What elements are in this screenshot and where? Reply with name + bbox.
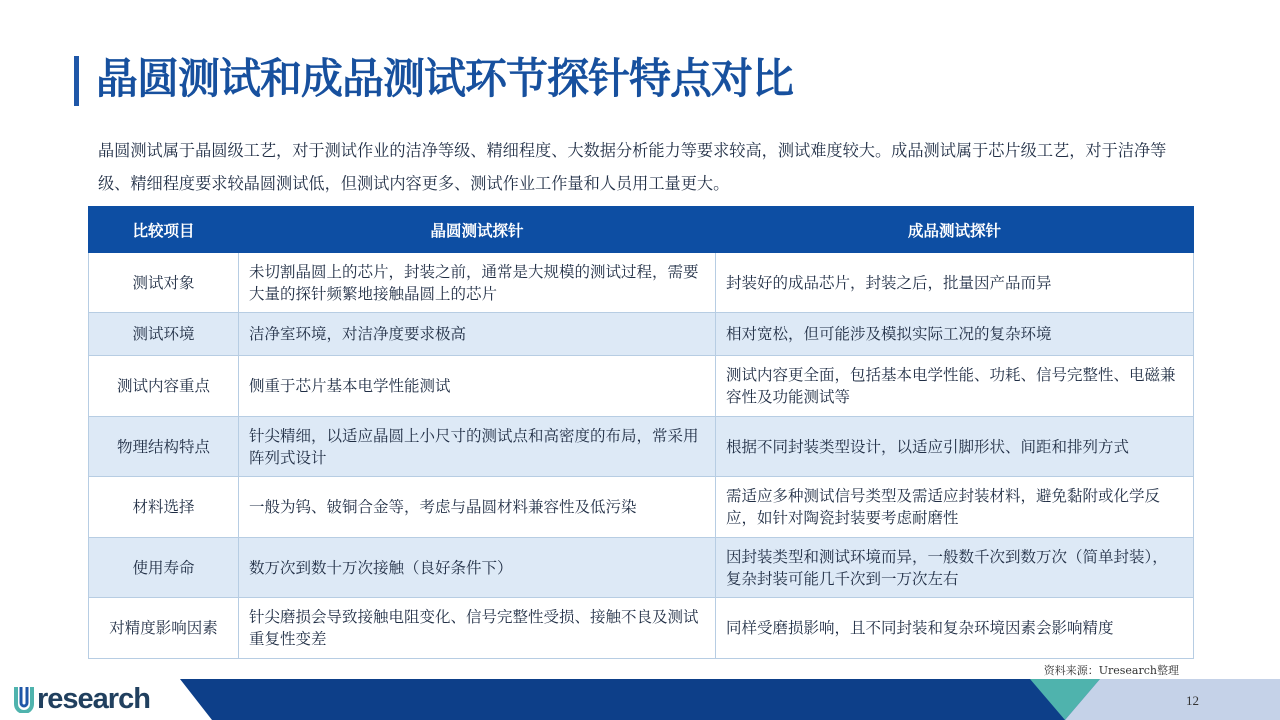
final-cell: 因封装类型和测试环境而异，一般数千次到数万次（简单封装），复杂封装可能几千次到一万次左右 <box>716 538 1194 598</box>
table-row <box>89 313 1194 356</box>
header-wafer-probe: 晶圆测试探针 <box>239 207 716 253</box>
final-cell: 同样受磨损影响，且不同封装和复杂环境因素会影响精度 <box>716 598 1194 659</box>
row-label: 测试内容重点 <box>89 356 239 417</box>
wafer-cell: 侧重于芯片基本电学性能测试 <box>239 356 716 417</box>
final-cell: 封装好的成品芯片，封装之后，批量因产品而异 <box>716 253 1194 313</box>
page-title: 晶圆测试和成品测试环节探针特点对比 <box>96 54 794 103</box>
comparison-table <box>88 206 1194 659</box>
wafer-cell: 一般为钨、铍铜合金等，考虑与晶圆材料兼容性及低污染 <box>239 477 716 538</box>
table-row <box>89 253 1194 313</box>
row-label: 材料选择 <box>89 477 239 538</box>
row-label: 物理结构特点 <box>89 417 239 477</box>
final-cell: 根据不同封装类型设计，以适应引脚形状、间距和排列方式 <box>716 417 1194 477</box>
row-label: 测试对象 <box>89 253 239 313</box>
final-cell: 测试内容更全面，包括基本电学性能、功耗、信号完整性、电磁兼容性及功能测试等 <box>716 356 1194 417</box>
source-note: 资料来源：Uresearch整理 <box>1043 664 1179 677</box>
final-cell: 相对宽松，但可能涉及模拟实际工况的复杂环境 <box>716 313 1194 356</box>
wafer-cell: 洁净室环境，对洁净度要求极高 <box>239 313 716 356</box>
intro-paragraph: 晶圆测试属于晶圆级工艺，对于测试作业的洁净等级、精细程度、大数据分析能力等要求较高，测试难度较大。成品测试属于芯片级工艺，对于洁净等级、精细程度要求较晶圆测试低，但测试内容更多、测试作业工作量和人员用工量更大。 <box>98 141 1167 193</box>
page-number: 12 <box>1186 693 1199 708</box>
table-row <box>89 356 1194 417</box>
header-final-probe: 成品测试探针 <box>716 207 1194 253</box>
wafer-cell: 数万次到数十万次接触（良好条件下） <box>239 538 716 598</box>
header-item: 比较项目 <box>89 207 239 253</box>
row-label: 对精度影响因素 <box>89 598 239 659</box>
final-cell: 需适应多种测试信号类型及需适应封装材料，避免黏附或化学反应，如针对陶瓷封装要考虑耐磨性 <box>716 477 1194 538</box>
wafer-cell: 针尖磨损会导致接触电阻变化、信号完整性受损、接触不良及测试重复性变差 <box>239 598 716 659</box>
wafer-cell: 针尖精细，以适应晶圆上小尺寸的测试点和高密度的布局，常采用阵列式设计 <box>239 417 716 477</box>
title-accent-bar <box>74 50 79 106</box>
logo-text: research <box>37 682 150 715</box>
footer-light-panel <box>1065 679 1280 720</box>
uresearch-logo <box>13 682 150 716</box>
row-label: 测试环境 <box>89 313 239 356</box>
wafer-cell: 未切割晶圆上的芯片，封装之前，通常是大规模的测试过程，需要大量的探针频繁地接触晶圆上的芯片 <box>239 253 716 313</box>
table-row <box>89 417 1194 477</box>
row-label: 使用寿命 <box>89 538 239 598</box>
table-row <box>89 598 1194 659</box>
table-row <box>89 538 1194 598</box>
logo-u-mark-icon <box>13 685 35 713</box>
table-header-row <box>89 207 1194 253</box>
table-row <box>89 477 1194 538</box>
